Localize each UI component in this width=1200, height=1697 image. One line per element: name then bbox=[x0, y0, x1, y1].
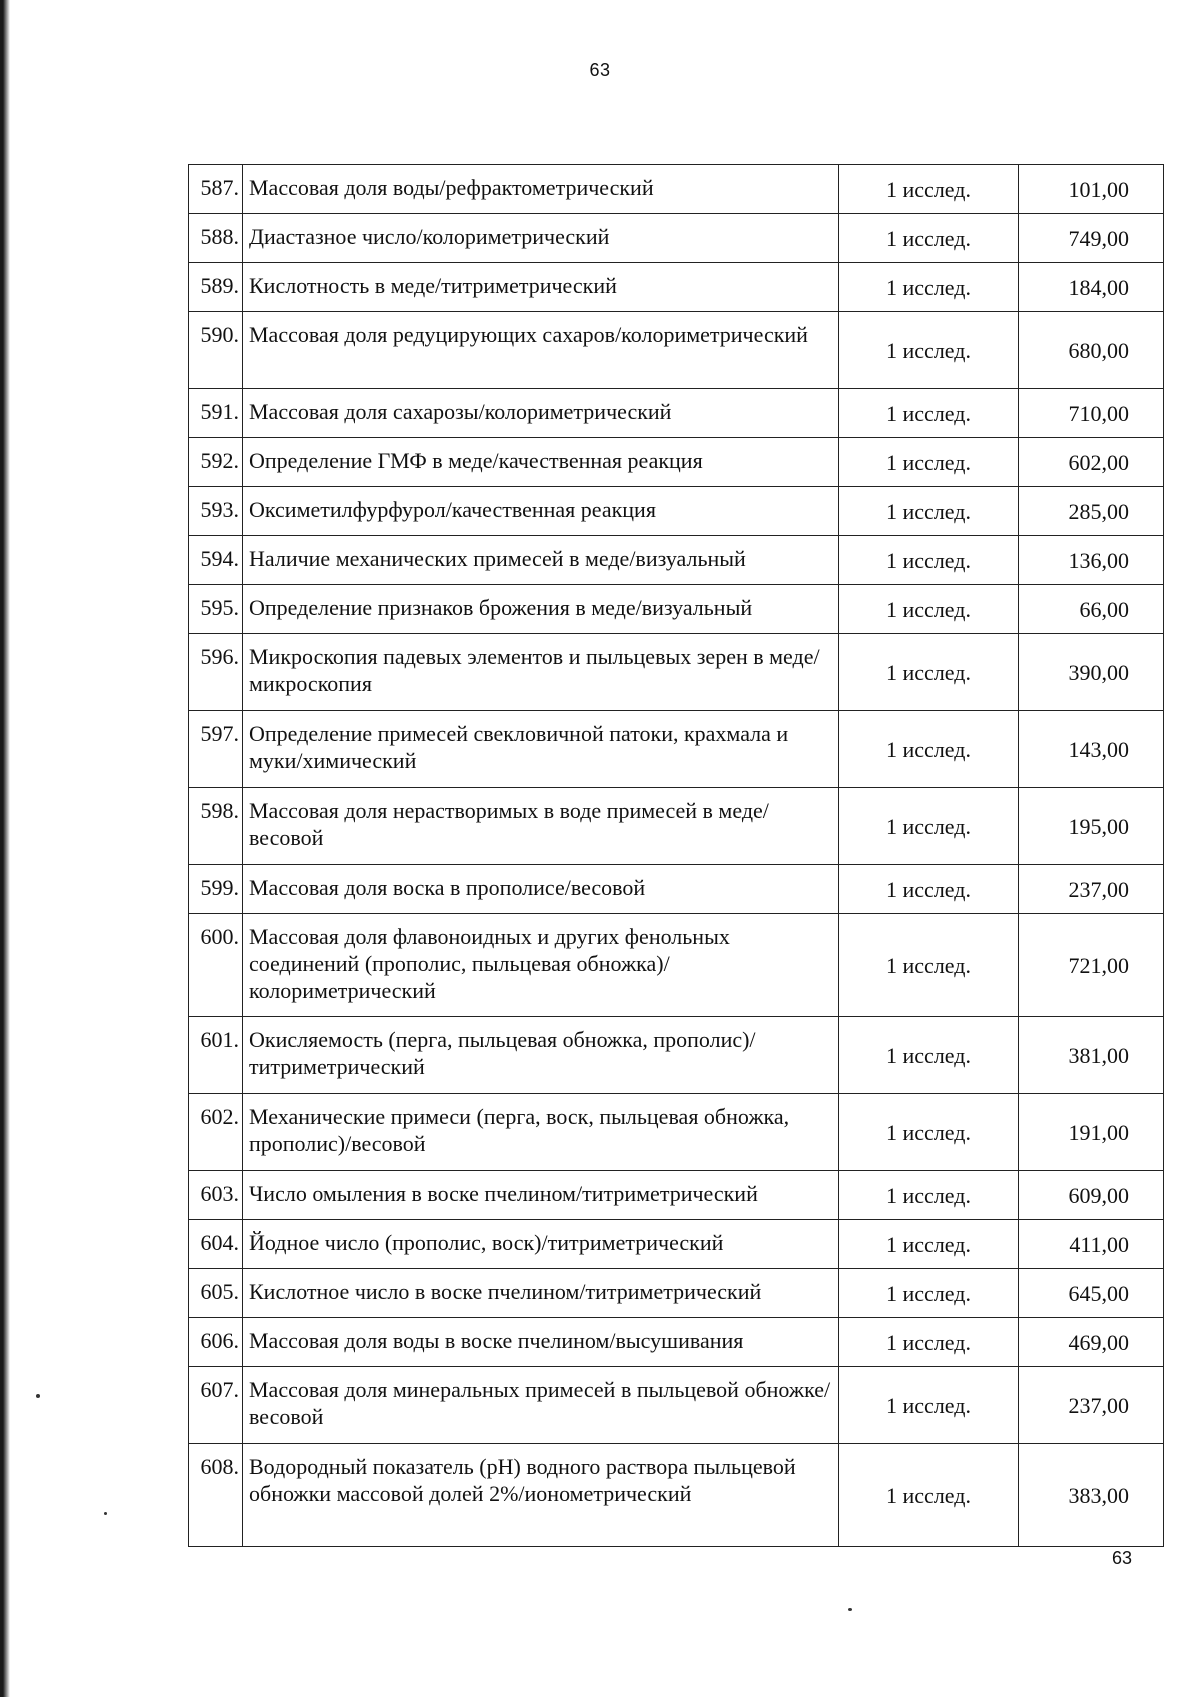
row-price: 645,00 bbox=[1019, 1269, 1164, 1318]
row-analysis-name: Массовая доля сахарозы/колориметрический bbox=[243, 389, 839, 438]
row-analysis-name: Число омыления в воске пчелином/титриметрический bbox=[243, 1171, 839, 1220]
row-price: 195,00 bbox=[1019, 788, 1164, 865]
row-price: 390,00 bbox=[1019, 634, 1164, 711]
row-price: 383,00 bbox=[1019, 1444, 1164, 1547]
table-row bbox=[189, 1220, 1164, 1269]
row-unit: 1 исслед. bbox=[839, 865, 1019, 914]
row-price: 680,00 bbox=[1019, 312, 1164, 389]
row-analysis-name: Окисляемость (перга, пыльцевая обножка, прополис)/титриметрический bbox=[243, 1017, 839, 1094]
row-number: 597. bbox=[189, 711, 243, 788]
row-price: 411,00 bbox=[1019, 1220, 1164, 1269]
row-unit: 1 исслед. bbox=[839, 1171, 1019, 1220]
table-row bbox=[189, 487, 1164, 536]
row-number: 588. bbox=[189, 214, 243, 263]
row-unit: 1 исслед. bbox=[839, 788, 1019, 865]
row-analysis-name: Йодное число (прополис, воск)/титриметрический bbox=[243, 1220, 839, 1269]
table-row bbox=[189, 585, 1164, 634]
table-row bbox=[189, 165, 1164, 214]
row-unit: 1 исслед. bbox=[839, 312, 1019, 389]
row-number: 590. bbox=[189, 312, 243, 389]
row-number: 601. bbox=[189, 1017, 243, 1094]
row-unit: 1 исслед. bbox=[839, 1094, 1019, 1171]
row-unit: 1 исслед. bbox=[839, 585, 1019, 634]
row-analysis-name: Массовая доля минеральных примесей в пыльцевой обножке/весовой bbox=[243, 1367, 839, 1444]
row-analysis-name: Микроскопия падевых элементов и пыльцевых зерен в меде/микроскопия bbox=[243, 634, 839, 711]
row-price: 237,00 bbox=[1019, 865, 1164, 914]
table-row bbox=[189, 1171, 1164, 1220]
row-price: 469,00 bbox=[1019, 1318, 1164, 1367]
price-table-body bbox=[189, 165, 1164, 1547]
table-row bbox=[189, 788, 1164, 865]
table-row bbox=[189, 263, 1164, 312]
row-unit: 1 исслед. bbox=[839, 1220, 1019, 1269]
table-row bbox=[189, 389, 1164, 438]
row-analysis-name: Оксиметилфурфурол/качественная реакция bbox=[243, 487, 839, 536]
row-analysis-name: Водородный показатель (pH) водного раствора пыльцевой обножки массовой долей 2%/ионометрический bbox=[243, 1444, 839, 1547]
row-number: 593. bbox=[189, 487, 243, 536]
table-row bbox=[189, 1094, 1164, 1171]
row-price: 721,00 bbox=[1019, 914, 1164, 1017]
row-price: 609,00 bbox=[1019, 1171, 1164, 1220]
row-unit: 1 исслед. bbox=[839, 214, 1019, 263]
row-analysis-name: Массовая доля воска в прополисе/весовой bbox=[243, 865, 839, 914]
row-analysis-name: Определение примесей свекловичной патоки, крахмала и муки/химический bbox=[243, 711, 839, 788]
row-analysis-name: Массовая доля воды/рефрактометрический bbox=[243, 165, 839, 214]
row-price: 602,00 bbox=[1019, 438, 1164, 487]
row-number: 603. bbox=[189, 1171, 243, 1220]
row-price: 66,00 bbox=[1019, 585, 1164, 634]
row-price: 381,00 bbox=[1019, 1017, 1164, 1094]
scan-speck bbox=[36, 1394, 40, 1398]
page-number-bottom: 63 bbox=[1112, 1548, 1133, 1568]
table-row bbox=[189, 1367, 1164, 1444]
row-price: 143,00 bbox=[1019, 711, 1164, 788]
row-number: 600. bbox=[189, 914, 243, 1017]
row-analysis-name: Определение ГМФ в меде/качественная реакция bbox=[243, 438, 839, 487]
row-number: 595. bbox=[189, 585, 243, 634]
row-number: 602. bbox=[189, 1094, 243, 1171]
table-row bbox=[189, 711, 1164, 788]
row-unit: 1 исслед. bbox=[839, 389, 1019, 438]
row-analysis-name: Массовая доля флавоноидных и других фенольных соединений (прополис, пыльцевая обножка)/колориметрический bbox=[243, 914, 839, 1017]
row-unit: 1 исслед. bbox=[839, 1367, 1019, 1444]
table-row bbox=[189, 1269, 1164, 1318]
row-unit: 1 исслед. bbox=[839, 536, 1019, 585]
table-row bbox=[189, 1318, 1164, 1367]
row-unit: 1 исслед. bbox=[839, 914, 1019, 1017]
row-unit: 1 исслед. bbox=[839, 1444, 1019, 1547]
row-analysis-name: Механические примеси (перга, воск, пыльцевая обножка, прополис)/весовой bbox=[243, 1094, 839, 1171]
row-price: 710,00 bbox=[1019, 389, 1164, 438]
row-number: 605. bbox=[189, 1269, 243, 1318]
row-price: 136,00 bbox=[1019, 536, 1164, 585]
table-row bbox=[189, 438, 1164, 487]
table-row bbox=[189, 1444, 1164, 1547]
row-price: 237,00 bbox=[1019, 1367, 1164, 1444]
row-analysis-name: Диастазное число/колориметрический bbox=[243, 214, 839, 263]
table-row bbox=[189, 914, 1164, 1017]
row-unit: 1 исслед. bbox=[839, 165, 1019, 214]
row-unit: 1 исслед. bbox=[839, 438, 1019, 487]
row-number: 599. bbox=[189, 865, 243, 914]
row-number: 596. bbox=[189, 634, 243, 711]
row-analysis-name: Определение признаков брожения в меде/визуальный bbox=[243, 585, 839, 634]
row-number: 608. bbox=[189, 1444, 243, 1547]
row-price: 101,00 bbox=[1019, 165, 1164, 214]
row-unit: 1 исслед. bbox=[839, 1269, 1019, 1318]
row-number: 607. bbox=[189, 1367, 243, 1444]
table-row bbox=[189, 536, 1164, 585]
row-unit: 1 исслед. bbox=[839, 487, 1019, 536]
row-number: 591. bbox=[189, 389, 243, 438]
scan-speck bbox=[848, 1608, 852, 1611]
table-row bbox=[189, 865, 1164, 914]
row-unit: 1 исслед. bbox=[839, 711, 1019, 788]
row-analysis-name: Массовая доля воды в воске пчелином/высушивания bbox=[243, 1318, 839, 1367]
row-number: 594. bbox=[189, 536, 243, 585]
page-number-top: 63 bbox=[589, 60, 611, 80]
row-unit: 1 исслед. bbox=[839, 1318, 1019, 1367]
row-number: 598. bbox=[189, 788, 243, 865]
row-price: 184,00 bbox=[1019, 263, 1164, 312]
row-unit: 1 исслед. bbox=[839, 1017, 1019, 1094]
row-unit: 1 исслед. bbox=[839, 634, 1019, 711]
row-number: 606. bbox=[189, 1318, 243, 1367]
scan-edge bbox=[0, 0, 10, 1697]
row-analysis-name: Кислотное число в воске пчелином/титриметрический bbox=[243, 1269, 839, 1318]
table-row bbox=[189, 312, 1164, 389]
row-analysis-name: Массовая доля нерастворимых в воде примесей в меде/весовой bbox=[243, 788, 839, 865]
row-number: 604. bbox=[189, 1220, 243, 1269]
row-unit: 1 исслед. bbox=[839, 263, 1019, 312]
row-price: 285,00 bbox=[1019, 487, 1164, 536]
row-number: 592. bbox=[189, 438, 243, 487]
table-row bbox=[189, 214, 1164, 263]
row-analysis-name: Наличие механических примесей в меде/визуальный bbox=[243, 536, 839, 585]
row-number: 587. bbox=[189, 165, 243, 214]
row-number: 589. bbox=[189, 263, 243, 312]
row-price: 191,00 bbox=[1019, 1094, 1164, 1171]
scan-speck bbox=[104, 1512, 107, 1515]
row-analysis-name: Кислотность в меде/титриметрический bbox=[243, 263, 839, 312]
row-price: 749,00 bbox=[1019, 214, 1164, 263]
price-table bbox=[188, 164, 1164, 1547]
table-row bbox=[189, 1017, 1164, 1094]
table-row bbox=[189, 634, 1164, 711]
row-analysis-name: Массовая доля редуцирующих сахаров/колориметрический bbox=[243, 312, 839, 389]
